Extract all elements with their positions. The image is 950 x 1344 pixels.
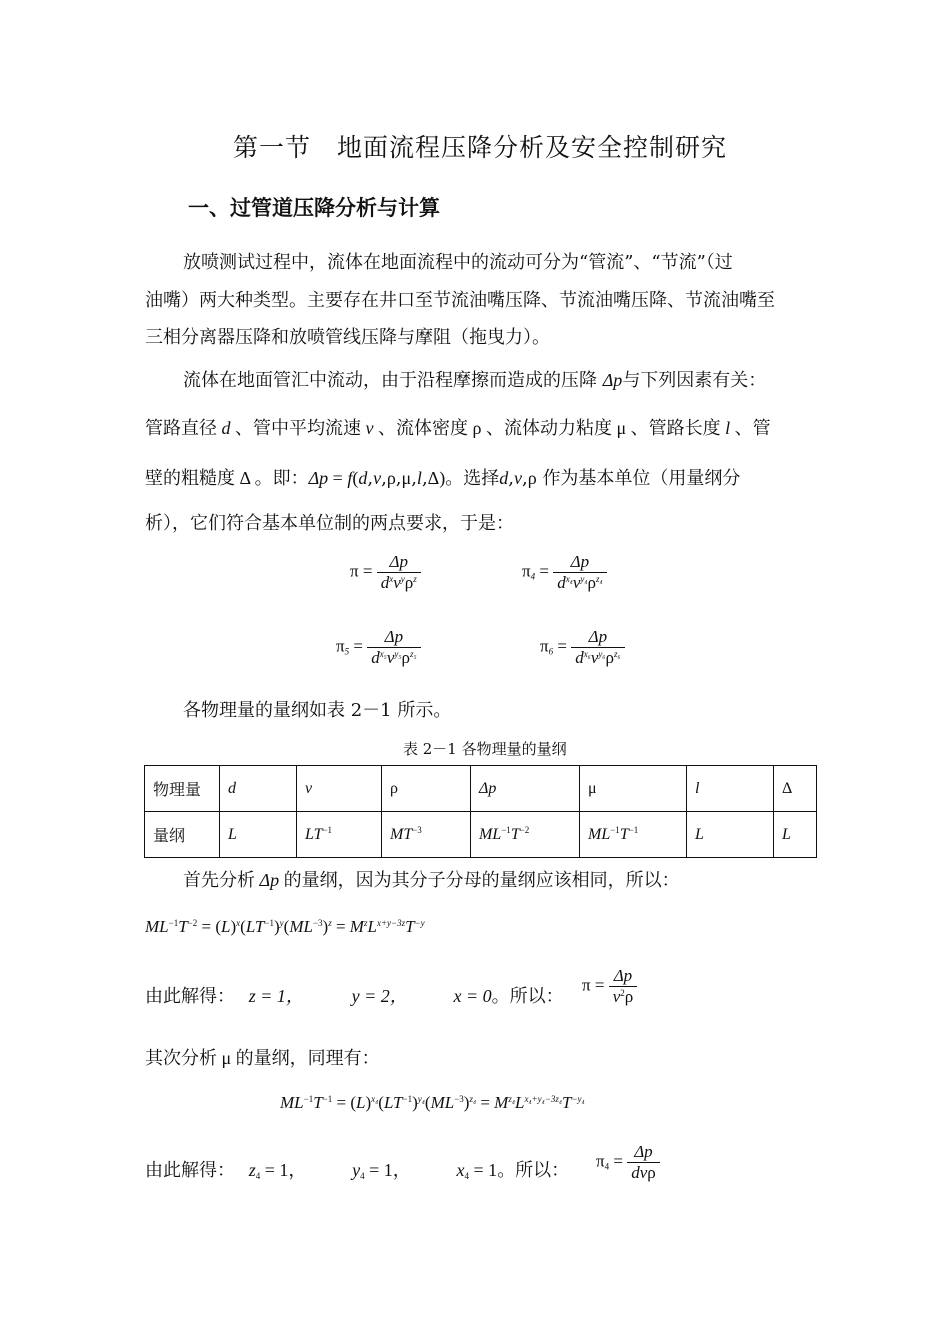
page-title: 第一节 地面流程压降分析及安全控制研究 (233, 133, 728, 162)
table-row: 物理量 d v ρ Δp μ l Δ (145, 766, 817, 812)
para2-line1: 流体在地面管汇中流动，由于沿程摩擦而造成的压降 Δp与下列因素有关： (183, 370, 767, 391)
row-label: 物理量 (145, 766, 220, 812)
para1-line1: 放喷测试过程中，流体在地面流程中的流动可分为“管流”、“节流”（过 (183, 252, 733, 273)
section-heading: 一、过管道压降分析与计算 (188, 196, 440, 220)
pi-equation: π = $\frac{\Delta p}{d^xv^y\rho^z}$ (350, 552, 421, 593)
table-row: 量纲 L $LT^{-1}$ $MT^{-3}$ $ML^{-1}T^{-2}$ $ML^{-1}T^{-1}$ L L (145, 812, 817, 858)
para1-line3: 三相分离器压降和放喷管线压降与摩阻（拖曳力）。 (145, 327, 550, 348)
analysis2-intro: 其次分析 μ 的量纲，同理有： (145, 1048, 380, 1069)
pi6-equation: $\pi_6$ = $\frac{\Delta p}{d^{x_6}v^{y_6}\rho^{z_6}}$ (540, 627, 625, 668)
dp-symbol: Δp (602, 370, 623, 390)
row-label: 量纲 (145, 812, 220, 858)
table-caption: 表 2－1 各物理量的量纲 (403, 740, 567, 758)
solution-1: 由此解得： z = 1， y = 2， x = 0。所以： (145, 986, 564, 1007)
para1-line2: 油嘴）两大种类型。主要存在井口至节流油嘴压降、节流油嘴压降、节流油嘴至 (145, 290, 775, 311)
dimension-table (144, 765, 817, 858)
solution-2: 由此解得： $z_4 = 1$， $y_4 = 1$， $x_4 = 1$。所以： (145, 1160, 570, 1181)
para2-line3: 壁的粗糙度 Δ 。即：Δp = f(d,v,ρ,μ,l,Δ)。选择d,v,ρ 作为基本单位（用量纲分 (145, 468, 741, 489)
dimension-equation-2: $ML^{-1}T^{-1} = (L)^{x_4}(LT^{-1})^{y_4}(ML^{-3})^{z_4} = M^{z_4}L^{x_4+y_4-3z_4}T^{-y_4}$ (280, 1093, 585, 1112)
pi4-result: $\pi_4$ = $\frac{\Delta p}{\text{dvρ}}$ (596, 1142, 660, 1183)
pi4-equation: $\pi_4$ = $\frac{\Delta p}{d^{x_4}v^{y_4}\rho^{z_4}}$ (522, 552, 607, 593)
pi5-equation: $\pi_5$ = $\frac{\Delta p}{d^{x_5}v^{y_5}\rho^{z_5}}$ (336, 627, 421, 668)
para2-line2: 管路直径 d 、管中平均流速 v 、流体密度 ρ 、流体动力粘度 μ 、管路长度 l 、管 (145, 418, 771, 439)
analysis1-intro: 首先分析 Δp 的量纲，因为其分子分母的量纲应该相同，所以： (183, 870, 680, 891)
dimension-equation-1: $ML^{-1}T^{-2} = (L)^x(LT^{-1})^y(ML^{-3})^z = M^zL^{x+y-3z}T^{-y}$ (145, 917, 425, 936)
pi-result: π = $\frac{\Delta p}{v^2\rho}$ (582, 966, 637, 1007)
table-intro: 各物理量的量纲如表 2－1 所示。 (183, 700, 452, 721)
para2-line4: 析），它们符合基本单位制的两点要求，于是： (145, 513, 514, 534)
